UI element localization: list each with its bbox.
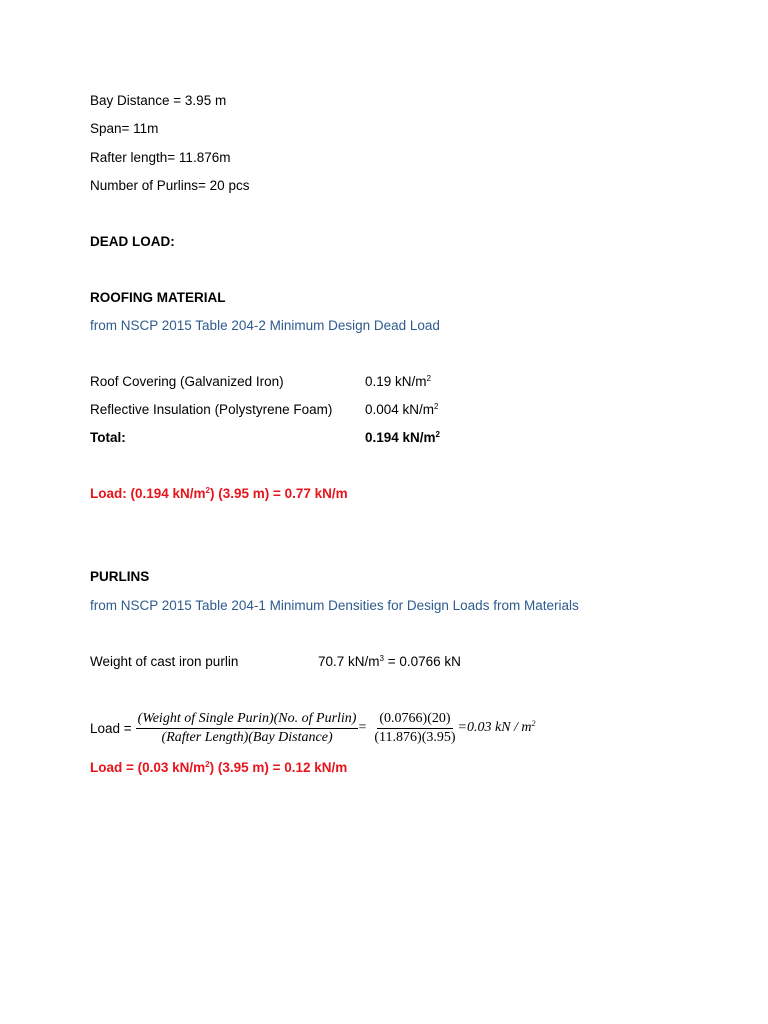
equation-result: =0.03 kN / $m^2$ [457, 719, 536, 735]
values-numerator: (0.0766)(20) [377, 711, 452, 729]
bay-distance-text: Bay Distance = 3.95 m [90, 93, 227, 108]
purlin-weight-label: Weight of cast iron purlin [90, 654, 239, 669]
purlin-weight-value: 70.7 $kN/m^3 = 0.0766$ kN [318, 654, 461, 669]
equals-sign: = [358, 720, 367, 735]
purlins-reference: from NSCP 2015 Table 204-1 Minimum Densities for Design Loads from Materials [90, 598, 579, 613]
insulation-label: Reflective Insulation (Polystyrene Foam) [90, 402, 333, 417]
purlins-count-text: Number of Purlins= 20 pcs [90, 178, 250, 193]
purlin-load-equation [90, 706, 536, 750]
formula-denominator: (Rafter Length)(Bay Distance) [161, 729, 333, 745]
formula-numerator: (Weight of Single Purin)(No. of Purlin) [136, 711, 359, 729]
values-denominator: (11.876)(3.95) [374, 729, 456, 745]
formula-fraction [136, 711, 359, 746]
roof-covering-label: Roof Covering (Galvanized Iron) [90, 374, 284, 389]
roof-covering-value: 0.19 $kN/m^2$ [365, 374, 431, 389]
total-label: Total: [90, 430, 126, 445]
roofing-reference: from NSCP 2015 Table 204-2 Minimum Design Dead Load [90, 318, 440, 333]
rafter-length-text: Rafter length= 11.876m [90, 150, 231, 165]
purlins-load-result: Load = (0.03 $kN/m^2$) (3.95 m) = 0.12 kN/m [90, 760, 348, 775]
total-value: 0.194 $kN/m^2$ [365, 430, 440, 445]
values-fraction [372, 711, 457, 746]
roofing-material-heading: ROOFING MATERIAL [90, 290, 226, 305]
purlins-heading: PURLINS [90, 569, 150, 584]
span-text: Span= 11m [90, 121, 159, 136]
dead-load-heading: DEAD LOAD: [90, 234, 175, 249]
equation-label: Load = [90, 720, 132, 736]
insulation-value: 0.004 $kN/m^2$ [365, 402, 439, 417]
roofing-load-result: Load: (0.194 $kN/m^2$) (3.95 m) = 0.77 kN/m [90, 486, 348, 501]
